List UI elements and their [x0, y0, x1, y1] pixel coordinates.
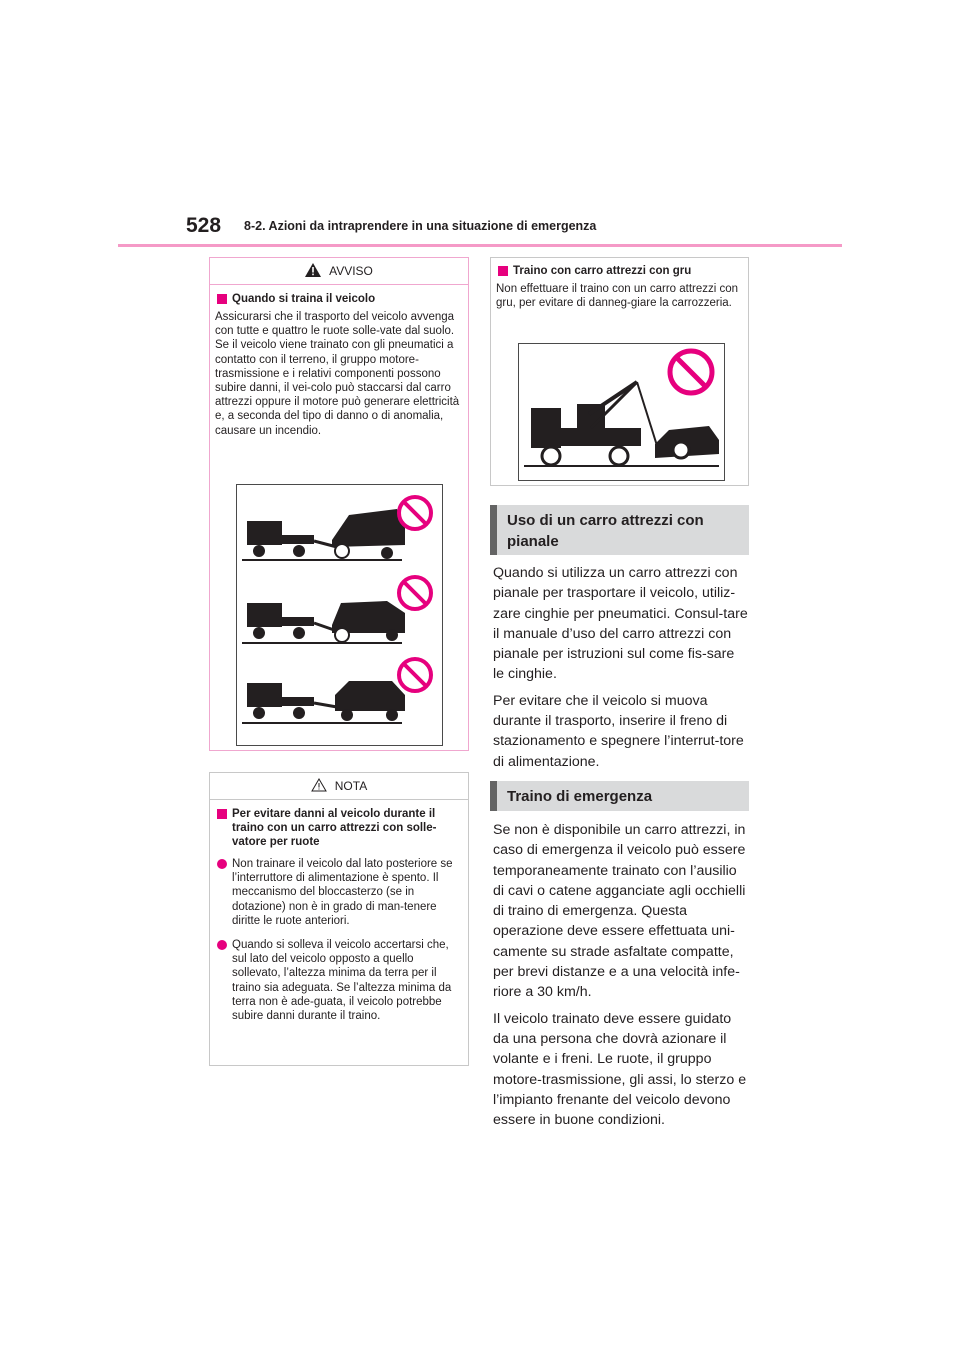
towing-wrong-illustration — [236, 484, 443, 746]
note-label: NOTA — [334, 779, 368, 793]
warning-text: Assicurarsi che il trasporto del veicolo avvenga con tutte e quattro le ruote solle-vate dal suolo. Se il veicolo viene trainato con gli pneumatici a contatto con il terreno, il gruppo motore-trasmissione e i relativi componenti possono subire danni, il vei-colo può staccarsi dal carro attrezzi oppure il motore può generare elettricità e, a seconda del tipo di danno o di anomalia, causare un incendio. — [215, 311, 460, 437]
square-bullet-icon — [498, 266, 508, 276]
tow-scene-1 — [242, 497, 431, 560]
crane-tow-text: Non effettuare il traino con un carro attrezzi con gru, per evitare di danneg-giare la carrozzeria. — [496, 283, 739, 310]
section-heading-emergency-towing: Traino di emergenza — [490, 781, 749, 811]
crane-tow-box — [490, 257, 749, 486]
warning-title: Quando si traina il veicolo — [215, 292, 463, 306]
note-title: Per evitare danni al veicolo durante il traino con un carro attrezzi con solle-vatore per ruote — [215, 807, 464, 849]
caution-triangle-icon — [311, 778, 327, 795]
flatbed-text — [493, 563, 749, 778]
note-box — [209, 772, 469, 1066]
paragraph: Il veicolo trainato deve essere guidato da una persona che dovrà azionare il volante e i freni. Le ruote, il gruppo motore-trasmissione, gli assi, lo sterzo e l’impianto frenante del veicolo devono essere in buone condizioni. — [493, 1010, 747, 1129]
emergency-towing-text — [493, 820, 749, 1136]
note-bullet-1: Non trainare il veicolo dal lato posteriore se l’interruttore di alimentazione è spento. Il meccanismo del bloccasterzo (se in dotazione) non è in grado di man-tenere diritte le ruote anteriori. — [215, 857, 464, 928]
square-bullet-icon — [217, 809, 227, 819]
warning-triangle-icon — [305, 263, 321, 280]
warning-box-header — [210, 258, 468, 285]
warning-box — [209, 257, 469, 751]
round-bullet-icon — [217, 940, 227, 950]
tow-scene-3 — [242, 659, 431, 723]
paragraph: Per evitare che il veicolo si muova durante il trasporto, inserire il freno di stazionamento e spegnere l’interrut-tore di alimentazione. — [493, 692, 744, 770]
square-bullet-icon — [217, 294, 227, 304]
chapter-title: 8-2. Azioni da intraprendere in una situazione di emergenza — [244, 219, 597, 233]
crane-tow-title: Traino con carro attrezzi con gru — [496, 264, 741, 278]
warning-label: AVVISO — [329, 264, 373, 278]
page-number: 528 — [186, 214, 222, 237]
note-bullet-2: Quando si solleva il veicolo accertarsi che, sul lato del veicolo opposto a quello sollevato, l’altezza minima da terra per il traino sia adeguata. Se l’altezza minima da terra non è ade-guata, il veicolo potrebbe subire danni durante il traino. — [215, 938, 464, 1023]
section-heading-flatbed: Uso di un carro attrezzi con pianale — [490, 505, 749, 555]
tow-scene-2 — [242, 577, 431, 643]
header-rule — [118, 244, 842, 247]
crane-tow-illustration — [518, 343, 725, 481]
round-bullet-icon — [217, 859, 227, 869]
paragraph: Se non è disponibile un carro attrezzi, in caso di emergenza il veicolo può essere temporaneamente trainato con l’ausilio di cavi o catene agganciate agli occhielli di traino di emergenza. Questa operazione deve essere effettuata uni-camente su strade asfaltate compatte, per brevi distanze e a una velocità infe-riore a 30 km/h. — [493, 822, 746, 1001]
paragraph: Quando si utilizza un carro attrezzi con pianale per trasportare il veicolo, utiliz-zare cinghie per pneumatici. Consul-tare il manuale d’uso del carro attrezzi con pianale per istruzioni sul come fis-sare le cinghie. — [493, 565, 748, 683]
note-box-header — [210, 773, 468, 800]
